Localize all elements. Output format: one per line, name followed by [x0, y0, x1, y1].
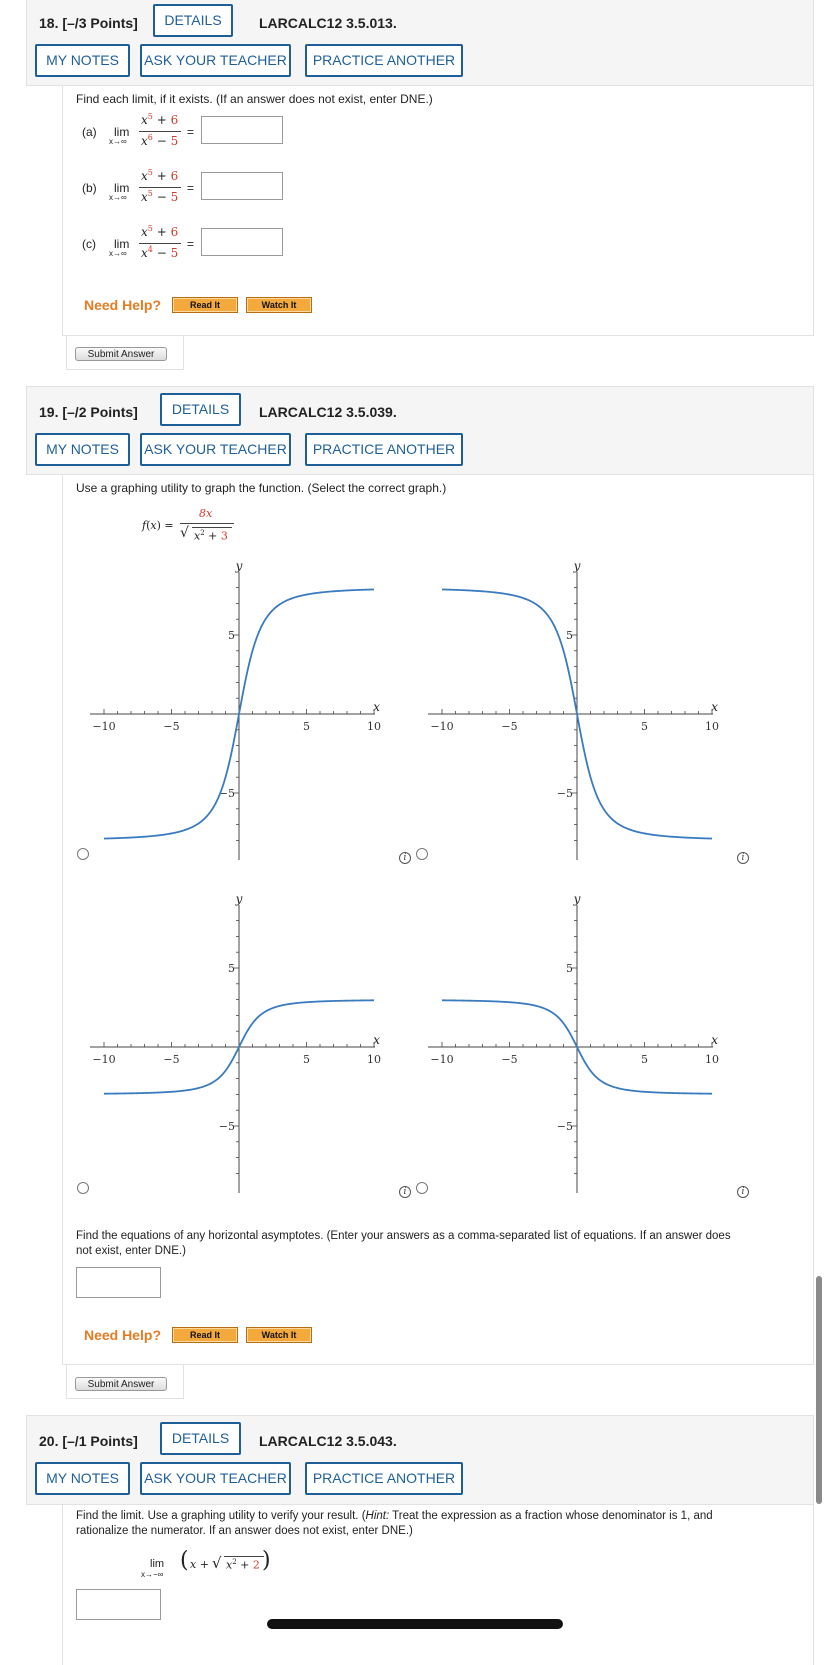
x-tick-label: 5	[303, 1053, 310, 1066]
info-icon[interactable]: i	[399, 1186, 411, 1198]
sqrt-bar	[224, 1556, 264, 1557]
my-notes-button[interactable]: MY NOTES	[35, 433, 130, 466]
x-tick-label: −10	[92, 1053, 116, 1066]
graph-option-3	[90, 893, 390, 1203]
details-button[interactable]: DETAILS	[153, 4, 233, 37]
x-axis-label: x	[711, 700, 718, 714]
my-notes-button[interactable]: MY NOTES	[35, 1462, 130, 1495]
y-axis-label: y	[235, 893, 243, 906]
equals-sign: =	[187, 125, 195, 139]
q18-code: LARCALC12 3.5.013.	[259, 15, 397, 31]
my-notes-button[interactable]: MY NOTES	[35, 44, 130, 77]
x-tick-label: −5	[501, 720, 518, 733]
lim-sub: x→∞	[109, 137, 127, 146]
limit-answer-input[interactable]	[76, 1589, 161, 1620]
fraction-numerator: $x^5 + 6$	[141, 224, 179, 239]
sqrt-content: $x^2 + 2$	[226, 1558, 260, 1572]
x-axis-label: x	[373, 1033, 380, 1047]
close-paren: )	[262, 1548, 271, 1573]
practice-another-button[interactable]: PRACTICE ANOTHER	[305, 433, 463, 466]
lim-text: lim	[114, 181, 130, 195]
read-it-button[interactable]: Read It	[172, 1327, 238, 1343]
details-button[interactable]: DETAILS	[160, 393, 241, 426]
scrollbar-thumb[interactable]	[816, 1276, 822, 1504]
details-button[interactable]: DETAILS	[160, 1422, 241, 1455]
q19-code: LARCALC12 3.5.039.	[259, 404, 397, 420]
graph-option-2	[428, 560, 728, 870]
asymptote-answer-input[interactable]	[76, 1267, 161, 1298]
q20-header	[26, 1415, 814, 1505]
function-lhs: f(x) =	[142, 519, 174, 532]
graph-radio-2[interactable]	[416, 848, 428, 860]
answer-input-b[interactable]	[201, 172, 283, 200]
x-tick-label: 10	[367, 1053, 381, 1066]
function-denominator: $x^2 + 3$	[194, 529, 228, 543]
q20-prompt-line1: Find the limit. Use a graphing utility to verify your result. (Hint: Treat the expression as a fraction whose denominator is 1, and	[76, 1510, 713, 1522]
answer-input-a[interactable]	[201, 116, 283, 144]
fraction-denominator: $x^5 - 5$	[141, 189, 179, 204]
x-axis-label: x	[373, 700, 380, 714]
sqrt-symbol: √	[180, 525, 189, 541]
y-axis-label: y	[573, 893, 581, 906]
q19-header	[26, 386, 814, 475]
x-tick-label: −5	[163, 1053, 180, 1066]
x-tick-label: −5	[501, 1053, 518, 1066]
q18-header	[26, 0, 814, 86]
y-tick-label: 5	[566, 962, 573, 975]
x-tick-label: 10	[705, 720, 719, 733]
q19-prompt-2-line1: Find the equations of any horizontal asymptotes. (Enter your answers as a comma-separated list of equations. If an answer does	[76, 1230, 731, 1242]
q19-prompt-2-line2: not exist, enter DNE.)	[76, 1245, 186, 1257]
x-tick-label: 10	[367, 720, 381, 733]
x-tick-label: −5	[163, 720, 180, 733]
fraction-bar	[139, 243, 181, 244]
fraction-numerator: $x^5 + 6$	[141, 112, 179, 127]
read-it-button[interactable]: Read It	[172, 297, 238, 313]
lim-text: lim	[150, 1558, 165, 1570]
q18-prompt: Find each limit, if it exists. (If an answer does not exist, enter DNE.)	[76, 92, 433, 106]
y-tick-label: 5	[228, 962, 235, 975]
info-icon[interactable]: i	[737, 1186, 749, 1198]
watch-it-button[interactable]: Watch It	[246, 1327, 312, 1343]
graph-option-1	[90, 560, 390, 870]
q20-prompt-line2: rationalize the numerator. If an answer does not exist, enter DNE.)	[76, 1525, 413, 1537]
y-tick-label: −5	[556, 1120, 573, 1133]
y-tick-label: −5	[218, 1120, 235, 1133]
x-tick-label: 5	[303, 720, 310, 733]
q19-prompt: Use a graphing utility to graph the function. (Select the correct graph.)	[76, 481, 447, 495]
fraction-denominator: $x^6 - 5$	[141, 133, 179, 148]
q18-number: 18. [–/3 Points]	[39, 15, 138, 31]
lim-sub: x→∞	[109, 249, 127, 258]
graph-radio-1[interactable]	[77, 848, 89, 860]
fraction-denominator: $x^4 - 5$	[141, 245, 179, 260]
x-tick-label: 5	[641, 1053, 648, 1066]
lim-text: lim	[114, 125, 130, 139]
fraction-numerator: $x^5 + 6$	[141, 168, 179, 183]
x-tick-label: −10	[430, 720, 454, 733]
part-label: (a)	[82, 125, 97, 139]
ask-teacher-button[interactable]: ASK YOUR TEACHER	[140, 433, 291, 466]
practice-another-button[interactable]: PRACTICE ANOTHER	[305, 44, 463, 77]
y-axis-label: y	[235, 560, 243, 573]
info-icon[interactable]: i	[399, 852, 411, 864]
y-tick-label: −5	[556, 787, 573, 800]
part-label: (b)	[82, 181, 97, 195]
ask-teacher-button[interactable]: ASK YOUR TEACHER	[140, 44, 291, 77]
submit-answer-button[interactable]: Submit Answer	[75, 1377, 167, 1391]
answer-input-c[interactable]	[201, 228, 283, 256]
sqrt-symbol: √	[212, 1554, 222, 1572]
lim-text: lim	[114, 237, 130, 251]
y-axis-label: y	[573, 560, 581, 573]
equals-sign: =	[187, 181, 195, 195]
q20-code: LARCALC12 3.5.043.	[259, 1433, 397, 1449]
open-paren: (	[180, 1548, 189, 1573]
info-icon[interactable]: i	[737, 852, 749, 864]
q20-number: 20. [–/1 Points]	[39, 1433, 138, 1449]
equals-sign: =	[187, 237, 195, 251]
fraction-bar	[139, 187, 181, 188]
function-numerator: 8x	[199, 507, 213, 520]
x-tick-label: −10	[430, 1053, 454, 1066]
y-tick-label: −5	[218, 787, 235, 800]
home-indicator[interactable]	[267, 1619, 563, 1629]
y-tick-label: 5	[228, 629, 235, 642]
need-help-label: Need Help?	[84, 1327, 162, 1343]
q19-number: 19. [–/2 Points]	[39, 404, 138, 420]
graph-radio-4[interactable]	[416, 1182, 428, 1194]
x-tick-label: −10	[92, 720, 116, 733]
need-help-label: Need Help?	[84, 297, 162, 313]
lim-sub: x→∞	[109, 193, 127, 202]
watch-it-button[interactable]: Watch It	[246, 297, 312, 313]
x-axis-label: x	[711, 1033, 718, 1047]
fraction-bar	[180, 523, 234, 524]
sqrt-bar	[192, 527, 232, 528]
graph-option-4	[428, 893, 728, 1203]
fraction-bar	[139, 131, 181, 132]
x-tick-label: 10	[705, 1053, 719, 1066]
part-label: (c)	[82, 237, 96, 251]
practice-another-button[interactable]: PRACTICE ANOTHER	[305, 1462, 463, 1495]
graph-radio-3[interactable]	[77, 1182, 89, 1194]
expr-x: x +	[190, 1558, 209, 1571]
lim-sub: x→−∞	[141, 1570, 164, 1579]
y-tick-label: 5	[566, 629, 573, 642]
submit-answer-button[interactable]: Submit Answer	[75, 347, 167, 361]
x-tick-label: 5	[641, 720, 648, 733]
ask-teacher-button[interactable]: ASK YOUR TEACHER	[140, 1462, 291, 1495]
